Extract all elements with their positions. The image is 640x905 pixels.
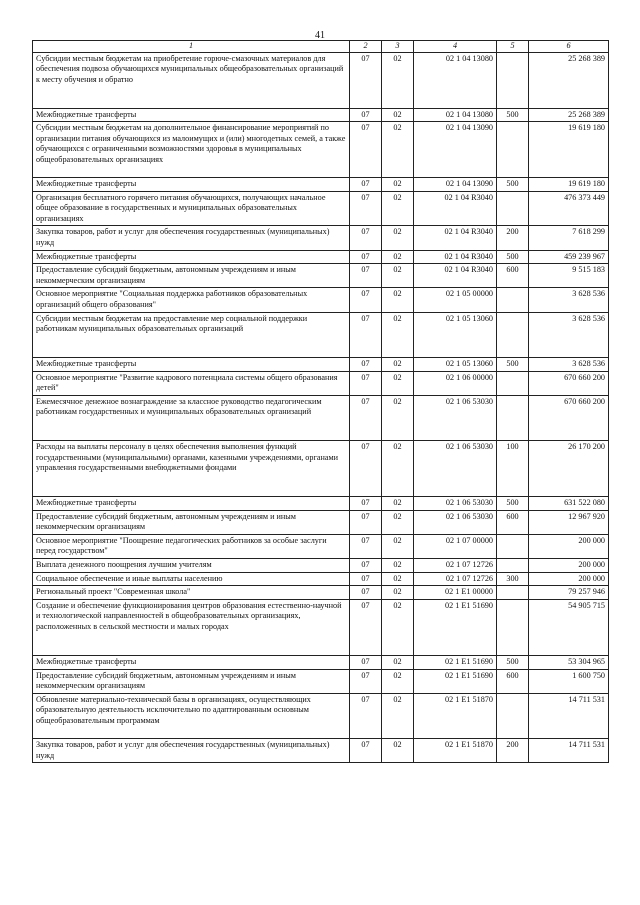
row-target-article: 02 1 04 R3040 — [414, 226, 497, 250]
row-section: 07 — [350, 264, 382, 288]
table-row — [33, 264, 609, 288]
row-name: Субсидии местным бюджетам на дополнительное финансирование мероприятий по организации питания обучающихся из малоимущих и (или) многодетных семей, а также обучающихся с ограниченными возможностями здоровья в муниципальных общеобразовательных организациях — [33, 122, 350, 178]
row-subsection: 02 — [382, 358, 414, 372]
row-subsection: 02 — [382, 559, 414, 573]
row-target-article: 02 1 05 00000 — [414, 288, 497, 312]
table-row — [33, 572, 609, 586]
header-row — [33, 41, 609, 53]
row-target-article: 02 1 04 R3040 — [414, 250, 497, 264]
row-name: Обновление материально-технической базы в организациях, осуществляющих образовательную деятельность исключительно по адаптированным основным общеобразовательным программам — [33, 693, 350, 738]
row-amount: 12 967 920 — [529, 510, 609, 534]
row-name: Региональный проект "Современная школа" — [33, 586, 350, 600]
row-target-article: 02 1 06 00000 — [414, 371, 497, 395]
row-expense-type — [497, 586, 529, 600]
row-subsection: 02 — [382, 108, 414, 122]
row-expense-type: 200 — [497, 226, 529, 250]
row-expense-type: 500 — [497, 497, 529, 511]
table-row — [33, 52, 609, 108]
table-row — [33, 250, 609, 264]
row-section: 07 — [350, 441, 382, 497]
row-amount: 54 905 715 — [529, 599, 609, 655]
row-subsection: 02 — [382, 178, 414, 192]
row-name: Выплата денежного поощрения лучшим учителям — [33, 559, 350, 573]
row-expense-type: 100 — [497, 441, 529, 497]
table-row — [33, 693, 609, 738]
row-amount: 476 373 449 — [529, 191, 609, 226]
table-row — [33, 534, 609, 558]
row-subsection: 02 — [382, 441, 414, 497]
row-name: Основное мероприятие "Развитие кадрового потенциала системы общего образования детей" — [33, 371, 350, 395]
row-subsection: 02 — [382, 693, 414, 738]
row-amount: 26 170 200 — [529, 441, 609, 497]
col-header-name: 1 — [33, 41, 350, 53]
row-amount: 53 304 965 — [529, 655, 609, 669]
table-row — [33, 441, 609, 497]
row-section: 07 — [350, 497, 382, 511]
row-target-article: 02 1 E1 00000 — [414, 586, 497, 600]
row-target-article: 02 1 04 13090 — [414, 122, 497, 178]
col-header-subsection: 3 — [382, 41, 414, 53]
row-section: 07 — [350, 395, 382, 440]
row-section: 07 — [350, 655, 382, 669]
row-target-article: 02 1 07 12726 — [414, 559, 497, 573]
row-target-article: 02 1 E1 51690 — [414, 669, 497, 693]
row-name: Социальное обеспечение и иные выплаты населению — [33, 572, 350, 586]
row-name: Предоставление субсидий бюджетным, автономным учреждениям и иным некоммерческим организациям — [33, 669, 350, 693]
row-target-article: 02 1 06 53030 — [414, 395, 497, 440]
row-expense-type: 500 — [497, 250, 529, 264]
row-subsection: 02 — [382, 534, 414, 558]
row-target-article: 02 1 E1 51690 — [414, 655, 497, 669]
row-subsection: 02 — [382, 288, 414, 312]
row-section: 07 — [350, 586, 382, 600]
row-name: Межбюджетные трансферты — [33, 497, 350, 511]
row-target-article: 02 1 06 53030 — [414, 510, 497, 534]
row-section: 07 — [350, 250, 382, 264]
row-name: Создание и обеспечение функционирования центров образования естественно-научной и технологической направленностей в общеобразовательных организациях, расположенных в сельской местности и малых городах — [33, 599, 350, 655]
row-expense-type — [497, 693, 529, 738]
row-amount: 9 515 183 — [529, 264, 609, 288]
row-amount: 200 000 — [529, 534, 609, 558]
row-subsection: 02 — [382, 510, 414, 534]
row-target-article: 02 1 06 53030 — [414, 497, 497, 511]
row-amount: 459 239 967 — [529, 250, 609, 264]
row-subsection: 02 — [382, 191, 414, 226]
row-name: Основное мероприятие "Поощрение педагогических работников за особые заслуги перед государством" — [33, 534, 350, 558]
table-row — [33, 395, 609, 440]
row-amount: 25 268 389 — [529, 108, 609, 122]
row-amount: 14 711 531 — [529, 739, 609, 763]
table-row — [33, 371, 609, 395]
table-body — [33, 52, 609, 763]
table-row — [33, 108, 609, 122]
row-subsection: 02 — [382, 599, 414, 655]
row-amount: 200 000 — [529, 572, 609, 586]
row-target-article: 02 1 04 R3040 — [414, 264, 497, 288]
row-subsection: 02 — [382, 52, 414, 108]
row-section: 07 — [350, 288, 382, 312]
row-subsection: 02 — [382, 586, 414, 600]
row-subsection: 02 — [382, 226, 414, 250]
row-target-article: 02 1 E1 51870 — [414, 739, 497, 763]
col-header-expense-type: 5 — [497, 41, 529, 53]
row-subsection: 02 — [382, 371, 414, 395]
row-section: 07 — [350, 108, 382, 122]
row-expense-type: 500 — [497, 655, 529, 669]
table-row — [33, 510, 609, 534]
row-amount: 670 660 200 — [529, 371, 609, 395]
row-subsection: 02 — [382, 395, 414, 440]
row-target-article: 02 1 07 00000 — [414, 534, 497, 558]
table-row — [33, 739, 609, 763]
row-section: 07 — [350, 599, 382, 655]
col-header-amount: 6 — [529, 41, 609, 53]
row-expense-type — [497, 122, 529, 178]
table-row — [33, 655, 609, 669]
table-row — [33, 559, 609, 573]
row-expense-type: 600 — [497, 510, 529, 534]
row-target-article: 02 1 06 53030 — [414, 441, 497, 497]
row-amount: 3 628 536 — [529, 288, 609, 312]
row-section: 07 — [350, 693, 382, 738]
row-section: 07 — [350, 559, 382, 573]
row-name: Предоставление субсидий бюджетным, автономным учреждениям и иным некоммерческим организациям — [33, 264, 350, 288]
row-name: Субсидии местным бюджетам на приобретение горюче-смазочных материалов для обеспечения подвоза обучающихся муниципальных общеобразовательных организаций к месту обучения и обратно — [33, 52, 350, 108]
row-name: Закупка товаров, работ и услуг для обеспечения государственных (муниципальных) нужд — [33, 739, 350, 763]
row-section: 07 — [350, 178, 382, 192]
row-target-article: 02 1 04 13090 — [414, 178, 497, 192]
row-section: 07 — [350, 52, 382, 108]
table-row — [33, 497, 609, 511]
row-target-article: 02 1 07 12726 — [414, 572, 497, 586]
row-name: Расходы на выплаты персоналу в целях обеспечения выполнения функций государственными (муниципальными) органами, казенными учреждениями, органами управления государственными внебюджетными фондами — [33, 441, 350, 497]
row-name: Субсидии местным бюджетам на предоставление мер социальной поддержки работникам муниципальных образовательных организаций — [33, 312, 350, 357]
row-expense-type — [497, 599, 529, 655]
row-name: Межбюджетные трансферты — [33, 178, 350, 192]
row-amount: 7 618 299 — [529, 226, 609, 250]
table-row — [33, 288, 609, 312]
row-expense-type — [497, 534, 529, 558]
row-section: 07 — [350, 226, 382, 250]
row-expense-type: 500 — [497, 178, 529, 192]
row-name: Межбюджетные трансферты — [33, 655, 350, 669]
page-number: 41 — [315, 30, 325, 41]
table-row — [33, 122, 609, 178]
row-expense-type — [497, 395, 529, 440]
row-expense-type: 200 — [497, 739, 529, 763]
table-row — [33, 586, 609, 600]
row-expense-type — [497, 288, 529, 312]
row-name: Закупка товаров, работ и услуг для обеспечения государственных (муниципальных) нужд — [33, 226, 350, 250]
row-section: 07 — [350, 510, 382, 534]
row-name: Организация бесплатного горячего питания обучающихся, получающих начальное общее образование в государственных и муниципальных образовательных организациях — [33, 191, 350, 226]
table-row — [33, 178, 609, 192]
row-name: Предоставление субсидий бюджетным, автономным учреждениям и иным некоммерческим организациям — [33, 510, 350, 534]
table-row — [33, 312, 609, 357]
row-expense-type — [497, 559, 529, 573]
row-section: 07 — [350, 371, 382, 395]
table-row — [33, 226, 609, 250]
row-target-article: 02 1 E1 51870 — [414, 693, 497, 738]
row-expense-type — [497, 52, 529, 108]
row-subsection: 02 — [382, 312, 414, 357]
row-amount: 25 268 389 — [529, 52, 609, 108]
row-expense-type: 600 — [497, 669, 529, 693]
row-section: 07 — [350, 534, 382, 558]
row-section: 07 — [350, 358, 382, 372]
row-section: 07 — [350, 669, 382, 693]
row-amount: 200 000 — [529, 559, 609, 573]
row-expense-type: 300 — [497, 572, 529, 586]
row-name: Межбюджетные трансферты — [33, 358, 350, 372]
row-section: 07 — [350, 572, 382, 586]
row-subsection: 02 — [382, 122, 414, 178]
row-subsection: 02 — [382, 655, 414, 669]
table-row — [33, 358, 609, 372]
row-target-article: 02 1 05 13060 — [414, 358, 497, 372]
row-section: 07 — [350, 739, 382, 763]
row-target-article: 02 1 04 13080 — [414, 108, 497, 122]
row-amount: 3 628 536 — [529, 358, 609, 372]
row-amount: 14 711 531 — [529, 693, 609, 738]
row-amount: 1 600 750 — [529, 669, 609, 693]
row-expense-type — [497, 371, 529, 395]
row-amount: 19 619 180 — [529, 122, 609, 178]
row-section: 07 — [350, 312, 382, 357]
row-name: Ежемесячное денежное вознаграждение за классное руководство педагогическим работникам государственных и муниципальных образовательных организаций — [33, 395, 350, 440]
row-section: 07 — [350, 191, 382, 226]
row-expense-type — [497, 312, 529, 357]
row-subsection: 02 — [382, 572, 414, 586]
row-target-article: 02 1 04 R3040 — [414, 191, 497, 226]
row-amount: 3 628 536 — [529, 312, 609, 357]
row-subsection: 02 — [382, 669, 414, 693]
table-row — [33, 669, 609, 693]
row-expense-type: 600 — [497, 264, 529, 288]
table-row — [33, 191, 609, 226]
row-amount: 670 660 200 — [529, 395, 609, 440]
row-expense-type — [497, 191, 529, 226]
col-header-target-article: 4 — [414, 41, 497, 53]
budget-table — [32, 40, 609, 763]
row-amount: 19 619 180 — [529, 178, 609, 192]
row-section: 07 — [350, 122, 382, 178]
row-expense-type: 500 — [497, 358, 529, 372]
row-subsection: 02 — [382, 497, 414, 511]
row-amount: 79 257 946 — [529, 586, 609, 600]
row-amount: 631 522 080 — [529, 497, 609, 511]
row-target-article: 02 1 04 13080 — [414, 52, 497, 108]
row-name: Основное мероприятие "Социальная поддержка работников образовательных организаций общего образования" — [33, 288, 350, 312]
table-row — [33, 599, 609, 655]
row-subsection: 02 — [382, 250, 414, 264]
row-subsection: 02 — [382, 739, 414, 763]
row-name: Межбюджетные трансферты — [33, 108, 350, 122]
col-header-section: 2 — [350, 41, 382, 53]
row-target-article: 02 1 05 13060 — [414, 312, 497, 357]
row-target-article: 02 1 E1 51690 — [414, 599, 497, 655]
row-name: Межбюджетные трансферты — [33, 250, 350, 264]
row-expense-type: 500 — [497, 108, 529, 122]
row-subsection: 02 — [382, 264, 414, 288]
